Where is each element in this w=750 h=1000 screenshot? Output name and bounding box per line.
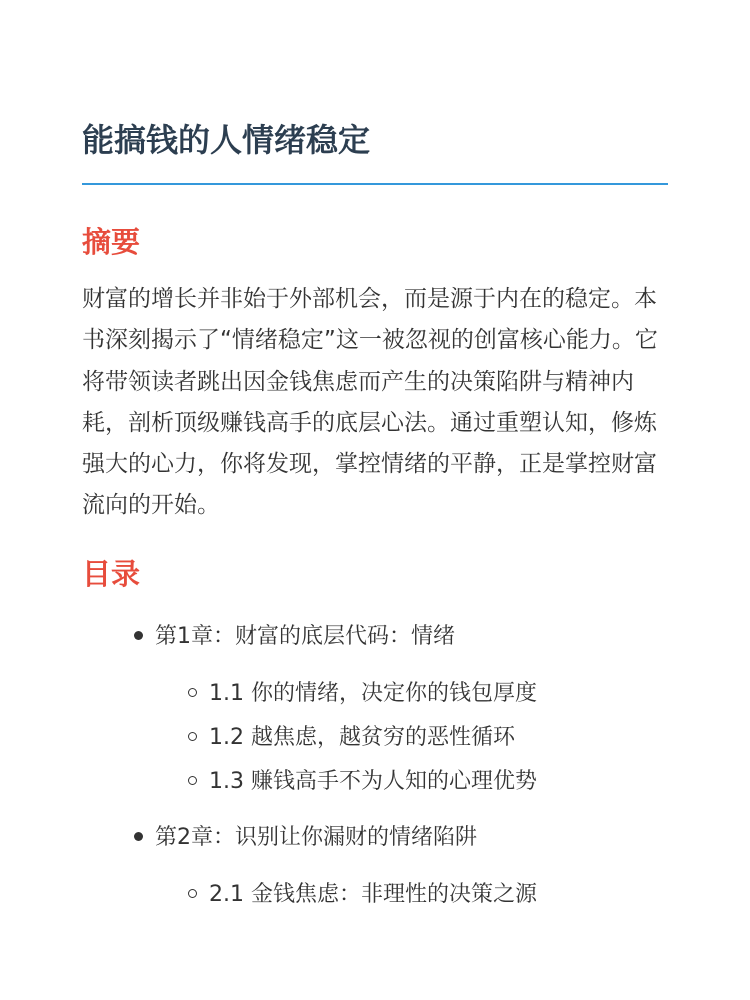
toc-section-label: 1.2 越焦虑，越贫穷的恶性循环 bbox=[209, 725, 515, 750]
toc-section-1-3 bbox=[188, 762, 537, 802]
toc-section-1-1 bbox=[188, 674, 537, 714]
toc-chapter-label: 第2章：识别让你漏财的情绪陷阱 bbox=[155, 825, 477, 850]
toc-section-label: 1.1 你的情绪，决定你的钱包厚度 bbox=[209, 681, 537, 706]
abstract-paragraph: 财富的增长并非始于外部机会，而是源于内在的稳定。本书深刻揭示了“情绪稳定”这一被忽视的创富核心能力。它将带领读者跳出因金钱焦虑而产生的决策陷阱与精神内耗，剖析顶级赚钱高手的底层心法。通过重塑认知，修炼强大的心力，你将发现，掌控情绪的平静，正是掌控财富流向的开始。 bbox=[82, 286, 658, 519]
document-title: 能搞钱的人情绪稳定 bbox=[82, 121, 371, 159]
toc-chapter-label: 第1章：财富的底层代码：情绪 bbox=[155, 624, 455, 649]
toc-section-label: 2.1 金钱焦虑：非理性的决策之源 bbox=[209, 882, 537, 907]
toc-heading: 目录 bbox=[82, 557, 141, 591]
toc-section-label: 1.3 赚钱高手不为人知的心理优势 bbox=[209, 769, 537, 794]
toc-section-1-2 bbox=[188, 718, 515, 758]
toc-chapter-2 bbox=[134, 818, 477, 858]
bullet-circle-icon bbox=[188, 688, 197, 697]
bullet-disc-icon bbox=[134, 832, 143, 841]
bullet-disc-icon bbox=[134, 631, 143, 640]
bullet-circle-icon bbox=[188, 776, 197, 785]
toc-chapter-1 bbox=[134, 617, 455, 657]
bullet-circle-icon bbox=[188, 732, 197, 741]
abstract-heading: 摘要 bbox=[82, 225, 141, 259]
title-divider bbox=[82, 183, 668, 185]
bullet-circle-icon bbox=[188, 889, 197, 898]
toc-section-2-1 bbox=[188, 875, 537, 915]
